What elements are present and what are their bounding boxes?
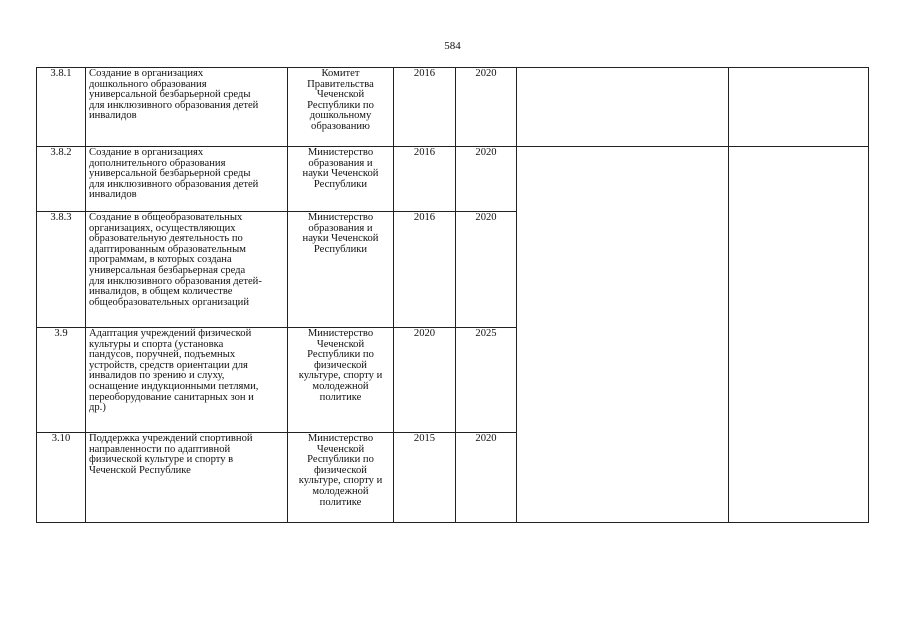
executor: Министерство Чеченской Республики по физической культуре, спорту и молодежной политике: [298, 433, 383, 508]
end-year-cell: [456, 433, 517, 523]
item-number: 3.8.2: [50, 147, 72, 158]
executor: Министерство образования и науки Чеченской Республики: [302, 147, 379, 190]
result-cell: [517, 68, 729, 147]
start-year-cell: [394, 433, 456, 523]
item-number-cell: [37, 328, 86, 433]
measure-name-cell: [86, 147, 288, 212]
start-year: 2016: [413, 68, 436, 79]
end-year: 2020: [475, 147, 497, 158]
executor: Министерство образования и науки Чеченской Республики: [302, 212, 379, 255]
item-number: 3.8.1: [50, 68, 72, 79]
item-number: 3.10: [51, 433, 71, 444]
executor-cell: [288, 328, 394, 433]
measure-name: Поддержка учреждений спортивной направленности по адаптивной физической культуре и спорту в Чеченской Республике: [89, 433, 253, 476]
executor: Комитет Правительства Чеченской Республики по дошкольному образованию: [307, 68, 374, 132]
item-number: 3.9: [54, 328, 68, 339]
table-row: [37, 68, 869, 147]
start-year: 2016: [413, 147, 436, 158]
measure-name: Создание в общеобразовательных организациях, осуществляющих образовательную деятельность по адаптированным образовательным программам, в которых создана универсальная безбарьерная среда для инклюзивного образования детей- инвалидов, в общем количестве общеобразовательных организаций: [89, 212, 262, 308]
item-number-cell: [37, 147, 86, 212]
indicator-cell: [729, 68, 869, 147]
measure-name: Создание в организациях дошкольного образования универсальной безбарьерной среды для инклюзивного образования детей инвалидов: [89, 68, 259, 122]
result-cell-merged: [517, 147, 729, 523]
end-year: 2020: [475, 68, 497, 79]
item-number-cell: [37, 68, 86, 147]
measure-name-cell: [86, 68, 288, 147]
end-year-cell: [456, 68, 517, 147]
end-year-cell: [456, 212, 517, 328]
end-year-cell: [456, 147, 517, 212]
start-year: 2015: [413, 433, 436, 444]
indicator-cell-merged: [729, 147, 869, 523]
start-year-cell: [394, 212, 456, 328]
measure-name: Создание в организациях дополнительного образования универсальной безбарьерной среды для инклюзивного образования детей инвалидов: [89, 147, 259, 201]
item-number-cell: [37, 433, 86, 523]
executor-cell: [288, 212, 394, 328]
start-year: 2020: [413, 328, 436, 339]
measures-table: [36, 67, 869, 523]
measure-name-cell: [86, 433, 288, 523]
item-number: 3.8.3: [50, 212, 72, 223]
page-number: 584: [444, 40, 461, 52]
start-year: 2016: [413, 212, 436, 223]
start-year-cell: [394, 68, 456, 147]
executor: Министерство Чеченской Республики по физической культуре, спорту и молодежной политике: [298, 328, 383, 403]
measure-name-cell: [86, 212, 288, 328]
executor-cell: [288, 147, 394, 212]
measure-name: Адаптация учреждений физической культуры и спорта (установка пандусов, поручней, подъемных устройств, средств ориентации для инвалидов по зрению и слуху, оснащение индукционными петлями, переоборудование санитарных зон и др.): [89, 328, 259, 414]
end-year-cell: [456, 328, 517, 433]
table-row: [37, 147, 869, 212]
start-year-cell: [394, 328, 456, 433]
end-year: 2020: [475, 433, 497, 444]
item-number-cell: [37, 212, 86, 328]
start-year-cell: [394, 147, 456, 212]
end-year: 2025: [475, 328, 497, 339]
executor-cell: [288, 433, 394, 523]
end-year: 2020: [475, 212, 497, 223]
measure-name-cell: [86, 328, 288, 433]
executor-cell: [288, 68, 394, 147]
